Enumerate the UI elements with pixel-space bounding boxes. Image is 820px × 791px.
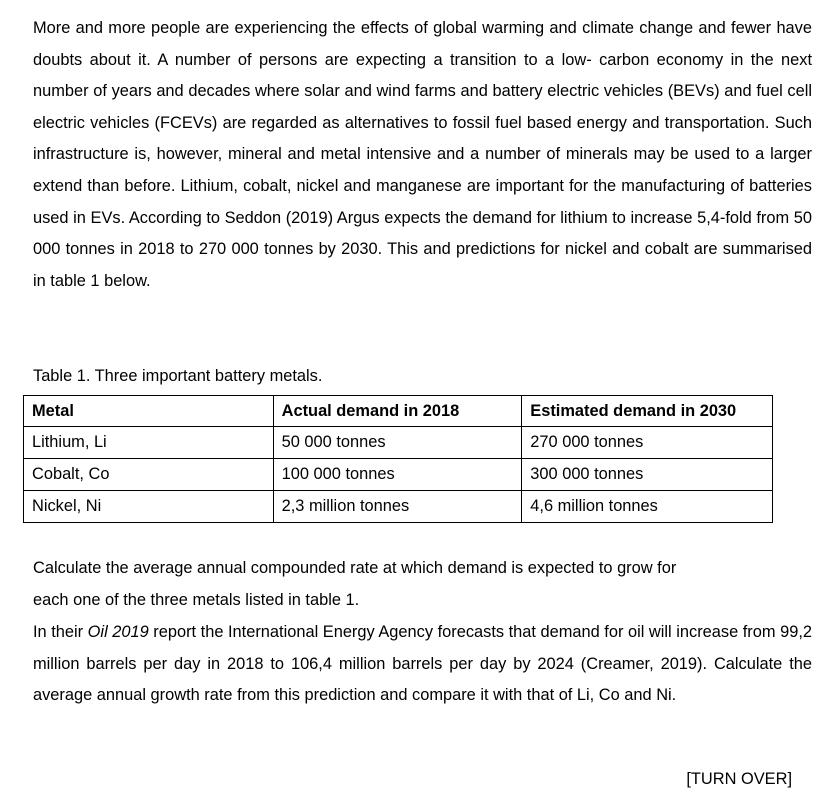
table-row xyxy=(24,427,773,459)
cell-estimated-2030: 4,6 million tonnes xyxy=(522,491,773,523)
cell-actual-2018: 100 000 tonnes xyxy=(273,459,522,491)
report-title: Oil 2019 xyxy=(87,623,149,641)
cell-metal: Cobalt, Co xyxy=(24,459,274,491)
question-1-line-1: Calculate the average annual compounded rate at which demand is expected to grow for xyxy=(33,559,677,577)
cell-actual-2018: 50 000 tonnes xyxy=(273,427,522,459)
table-row xyxy=(24,459,773,491)
battery-metals-table xyxy=(23,395,773,523)
question-1-line-2: each one of the three metals listed in table 1. xyxy=(33,590,360,609)
cell-estimated-2030: 270 000 tonnes xyxy=(522,427,773,459)
header-estimated-2030: Estimated demand in 2030 xyxy=(522,396,773,427)
cell-metal: Lithium, Li xyxy=(24,427,274,459)
header-metal: Metal xyxy=(24,396,274,427)
table-caption: Table 1. Three important battery metals. xyxy=(33,367,323,385)
turn-over-note: [TURN OVER] xyxy=(686,770,792,788)
intro-paragraph: More and more people are experiencing the effects of global warming and climate change and fewer have doubts about it. A number of persons are expecting a transition to a low- carbon economy in the next number of years and decades where solar and wind farms and battery electric vehicles (BEVs) and fuel cell electric vehicles (FCEVs) are regarded as alternatives to fossil fuel based energy and transportation. Such infrastructure is, however, mineral and metal intensive and a number of minerals may be used to a larger extend than before. Lithium, cobalt, nickel and manganese are important for the manufacturing of batteries used in EVs. According to Seddon (2019) Argus expects the demand for lithium to increase 5,4-fold from 50 000 tonnes in 2018 to 270 000 tonnes by 2030. This and predictions for nickel and cobalt are summarised in table 1 below. xyxy=(33,19,812,290)
cell-actual-2018: 2,3 million tonnes xyxy=(273,491,522,523)
question-2-after: report the International Energy Agency forecasts that demand for oil will increase from 99,2 million barrels per day in 2018 to 106,4 million barrels per day by 2024 (Creamer, 2019). Calculate the average annual growth rate from this prediction and compare it with that of Li, Co and Ni. xyxy=(33,623,812,705)
cell-estimated-2030: 300 000 tonnes xyxy=(522,459,773,491)
question-2-before: In their xyxy=(33,623,88,641)
table-header-row xyxy=(24,396,773,427)
question-2 xyxy=(33,617,812,712)
question-1 xyxy=(33,553,812,616)
header-actual-2018: Actual demand in 2018 xyxy=(273,396,522,427)
table-row xyxy=(24,491,773,523)
cell-metal: Nickel, Ni xyxy=(24,491,274,523)
